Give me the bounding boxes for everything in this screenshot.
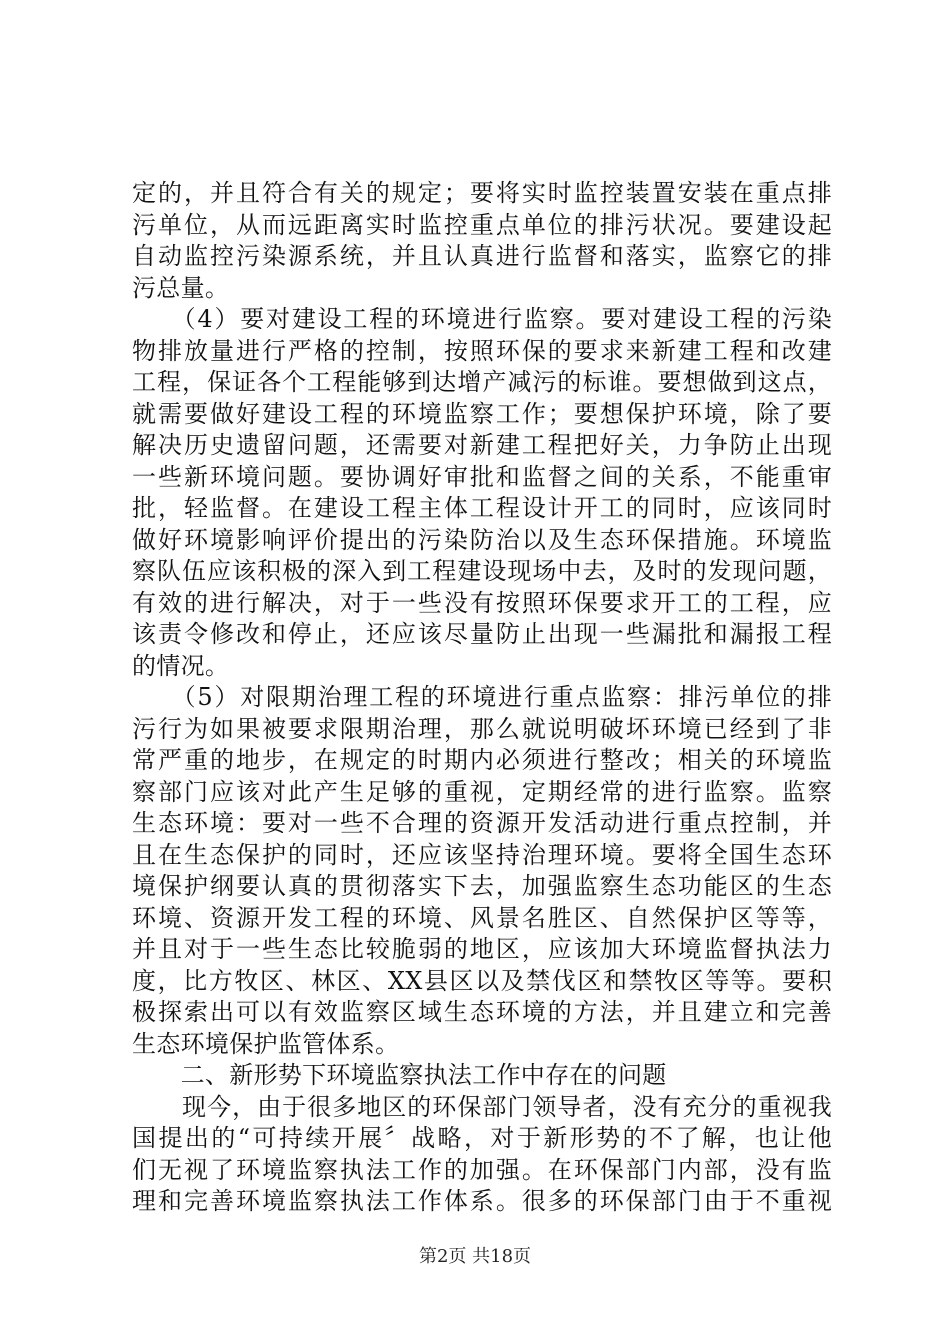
text-line-2: 污单位，从而远距离实时监控重点单位的排污状况。要建设起 (132, 210, 832, 239)
text-line-4: 污总量。 (132, 273, 230, 302)
text-line-26: 度，比方牧区、林区、XX县区以及禁伐区和禁牧区等等。要积 (132, 966, 832, 995)
text-line-13: 察队伍应该积极的深入到工程建设现场中去，及时的发现问题， (132, 557, 832, 585)
text-line-1: 定的，并且符合有关的规定；要将实时监控装置安装在重点排 (132, 179, 832, 207)
text-line-15: 该责令修改和停止，还应该尽量防止出现一些漏批和漏报工程 (132, 620, 832, 648)
text-line-25: 并且对于一些生态比较脆弱的地区，应该加大环境监督执法力 (132, 935, 832, 963)
text-line-20: 察部门应该对此产生足够的重视，定期经常的进行监察。监察 (132, 777, 832, 806)
text-line-32: 们无视了环境监察执法工作的加强。在环保部门内部，没有监 (132, 1155, 832, 1184)
text-line-17: （5）对限期治理工程的环境进行重点监察：排污单位的排 (132, 683, 832, 711)
text-line-30: 现今，由于很多地区的环保部门领导者，没有充分的重视我 (132, 1092, 832, 1121)
text-line-9: 解决历史遗留问题，还需要对新建工程把好关，力争防止出现 (132, 431, 832, 459)
text-line-8: 就需要做好建设工程的环境监察工作；要想保护环境，除了要 (132, 399, 832, 428)
text-line-33: 理和完善环境监察执法工作体系。很多的环保部门由于不重视 (132, 1187, 832, 1215)
text-line-10: 一些新环境问题。要协调好审批和监督之间的关系，不能重审 (132, 462, 832, 491)
page-number: 第2页 共18页 (418, 1246, 532, 1267)
text-line-16: 的情况。 (132, 651, 230, 680)
text-line-19: 常严重的地步，在规定的时期内必须进行整改；相关的环境监 (132, 746, 832, 774)
text-line-18: 污行为如果被要求限期治理，那么就说明破坏环境已经到了非 (132, 714, 832, 743)
text-line-21: 生态环境：要对一些不合理的资源开发活动进行重点控制，并 (132, 809, 832, 837)
text-line-24: 环境、资源开发工程的环境、风景名胜区、自然保护区等等， (132, 903, 832, 932)
body-text (132, 178, 832, 1218)
text-line-7: 工程，保证各个工程能够到达增产减污的标谁。要想做到这点， (132, 368, 832, 396)
section-heading: 二、新形势下环境监察执法工作中存在的问题 (132, 1061, 667, 1089)
text-line-31: 国提出的“可持续开展〞战略，对于新形势的不了解，也让他 (132, 1124, 832, 1152)
text-line-28: 生态环境保护监管体系。 (132, 1029, 400, 1058)
text-line-12: 做好环境影响评价提出的污染防治以及生态环保措施。环境监 (132, 525, 832, 554)
text-line-27: 极探索出可以有效监察区域生态环境的方法，并且建立和完善 (132, 998, 832, 1026)
page-footer (0, 1245, 950, 1269)
text-line-23: 境保护纲要认真的贯彻落实下去，加强监察生态功能区的生态 (132, 872, 832, 900)
text-line-22: 且在生态保护的同时，还应该坚持治理环境。要将全国生态环 (132, 840, 832, 869)
text-line-5: （4）要对建设工程的环境进行监察。要对建设工程的污染 (132, 305, 832, 333)
text-line-6: 物排放量进行严格的控制，按照环保的要求来新建工程和改建 (132, 336, 832, 365)
text-line-3: 自动监控污染源系统，并且认真进行监督和落实，监察它的排 (132, 242, 832, 270)
text-line-14: 有效的进行解决，对于一些没有按照环保要求开工的工程，应 (132, 588, 832, 617)
text-line-11: 批，轻监督。在建设工程主体工程设计开工的同时，应该同时 (132, 494, 832, 522)
